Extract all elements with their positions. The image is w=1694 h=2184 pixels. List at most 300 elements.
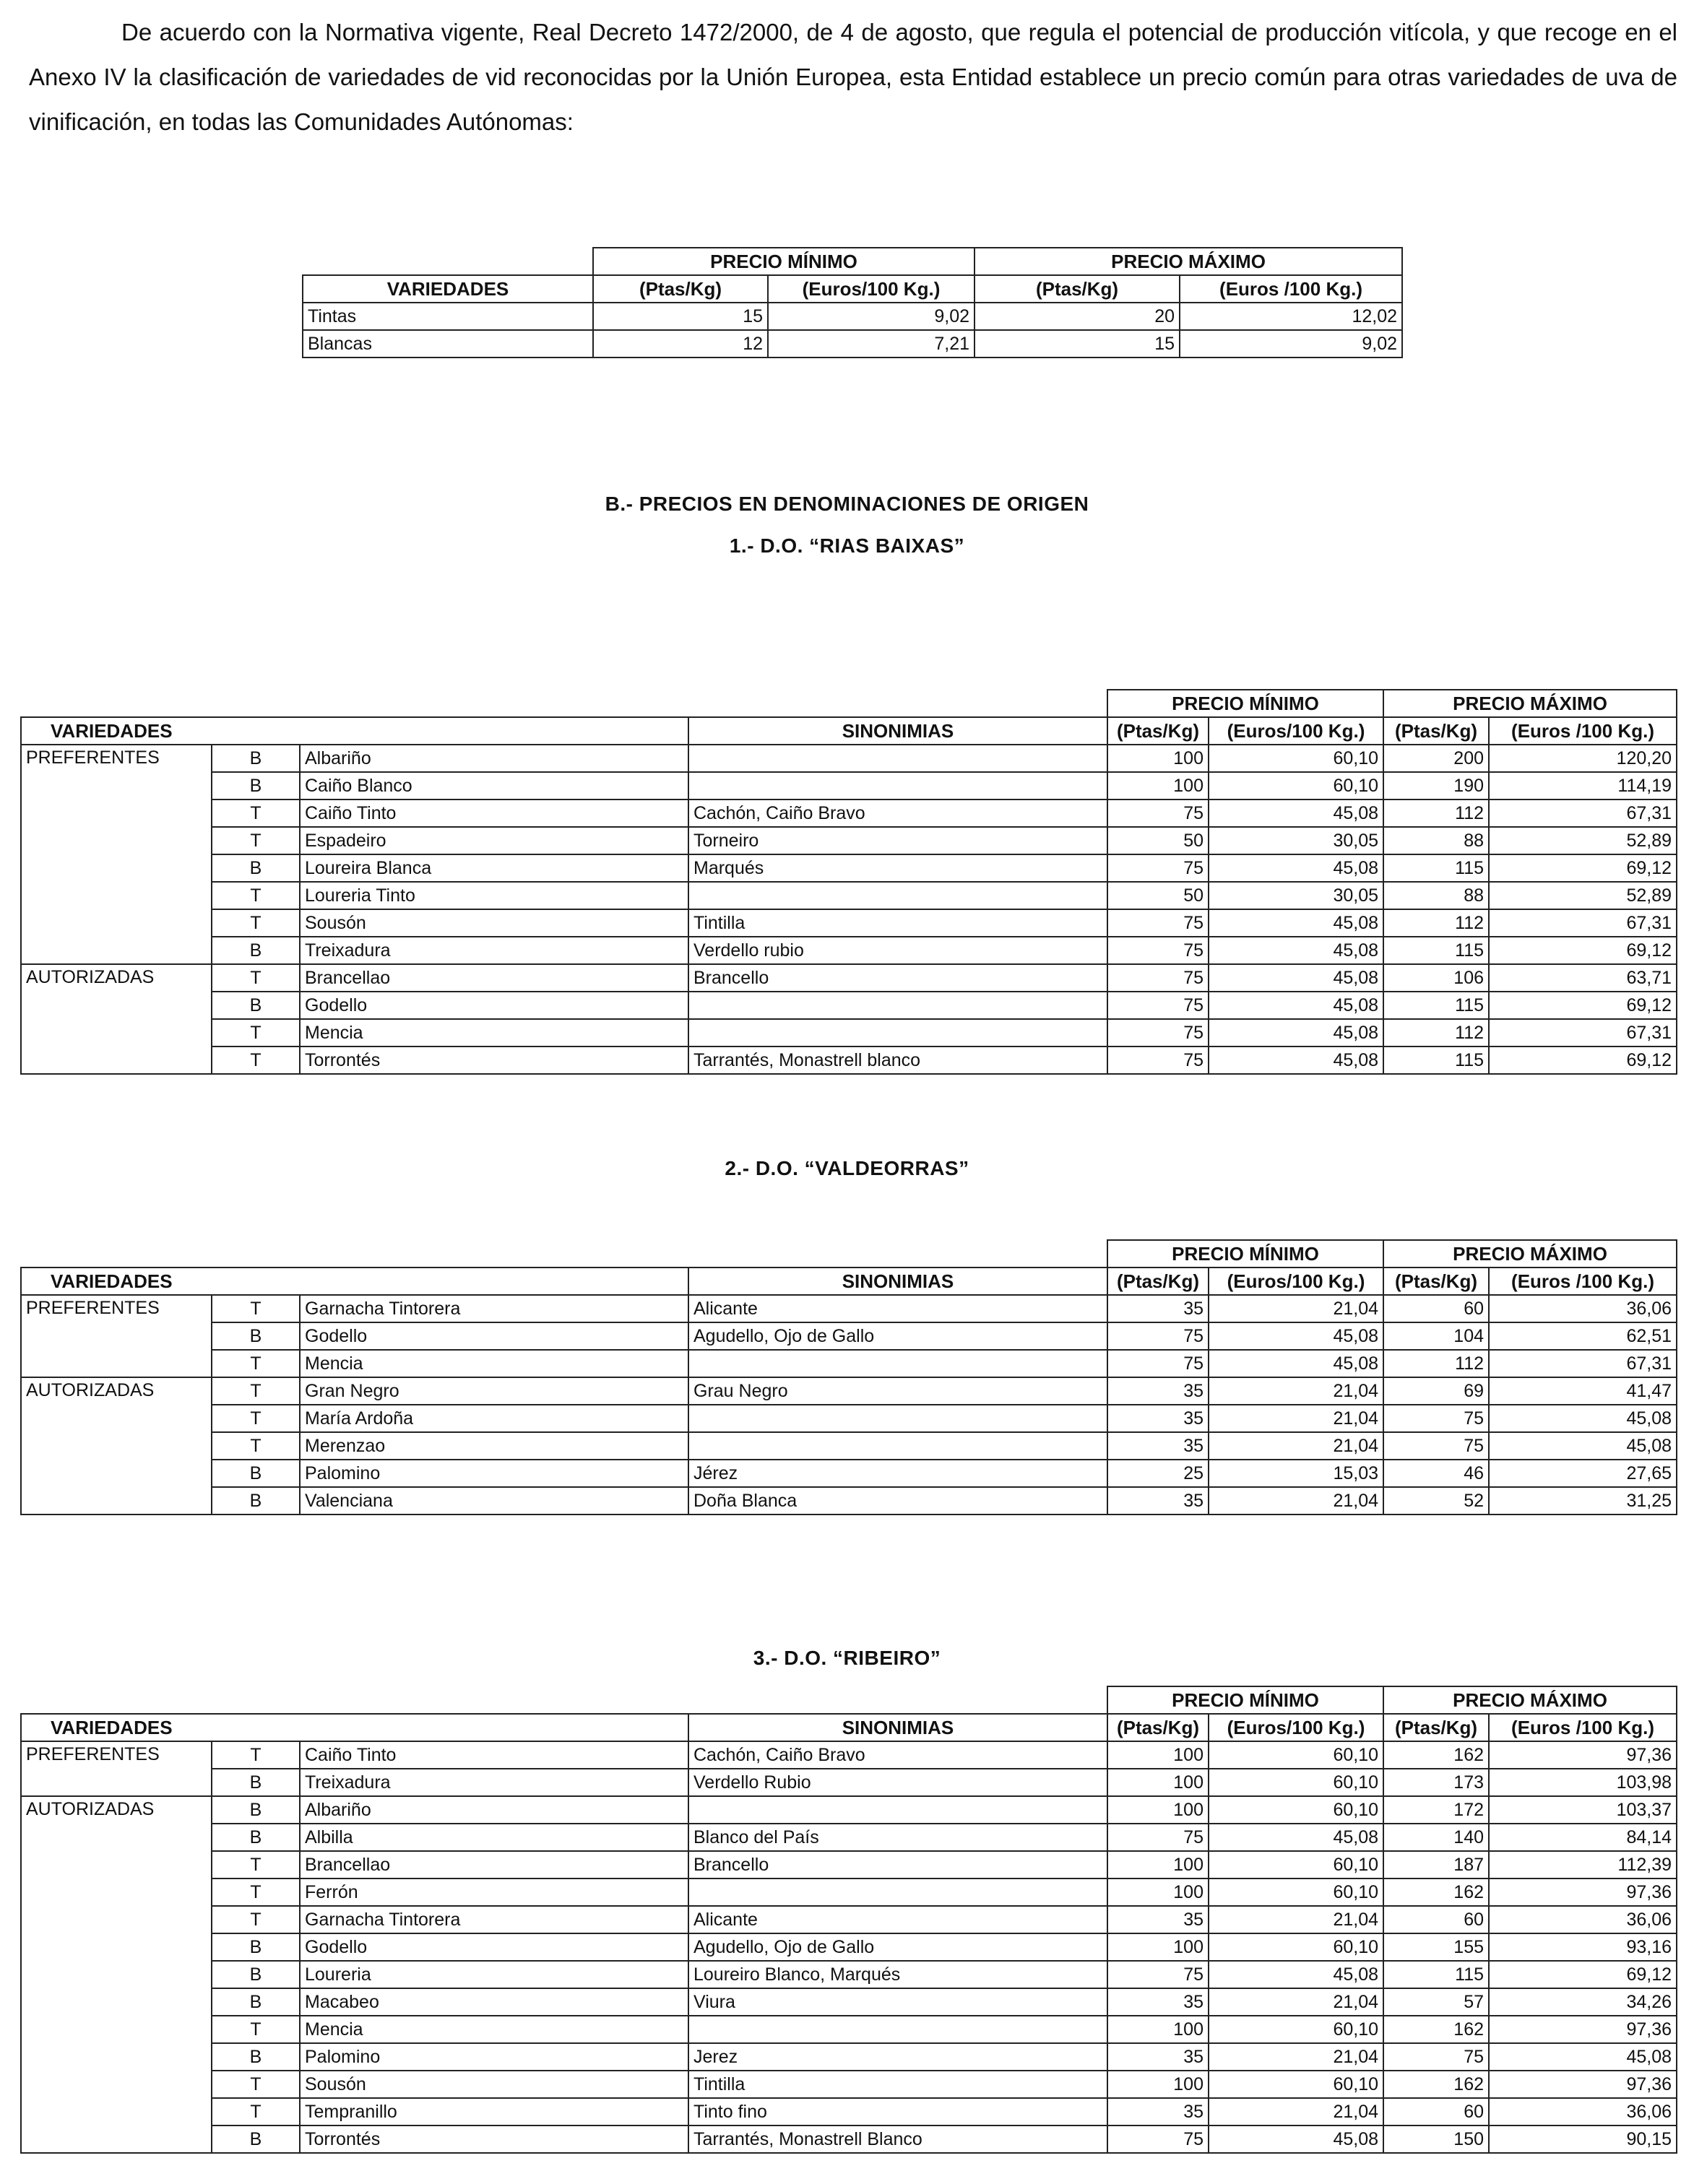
type-cell: T xyxy=(212,1878,300,1906)
min-euros-cell: 21,04 xyxy=(1209,1405,1383,1432)
min-euros-cell: 60,10 xyxy=(1209,1769,1383,1796)
category-cell xyxy=(21,1824,212,1851)
max-ptas-cell: 20 xyxy=(975,303,1180,330)
min-ptas-cell: 75 xyxy=(1107,992,1209,1019)
table-row xyxy=(21,1487,1677,1514)
min-euros-cell: 60,10 xyxy=(1209,1851,1383,1878)
min-ptas-cell: 35 xyxy=(1107,1295,1209,1322)
ptas-kg-header: (Ptas/Kg) xyxy=(1383,717,1489,745)
synonyms-cell: Tarrantés, Monastrell blanco xyxy=(688,1046,1107,1074)
max-ptas-cell: 112 xyxy=(1383,909,1489,937)
min-ptas-cell: 35 xyxy=(1107,1906,1209,1933)
synonyms-cell: Viura xyxy=(688,1988,1107,2016)
max-ptas-cell: 52 xyxy=(1383,1487,1489,1514)
max-euros-cell: 41,47 xyxy=(1489,1377,1677,1405)
synonyms-cell xyxy=(688,1350,1107,1377)
max-euros-cell: 45,08 xyxy=(1489,2043,1677,2071)
synonyms-cell: Tarrantés, Monastrell Blanco xyxy=(688,2126,1107,2153)
table-header-row xyxy=(21,1686,1677,1714)
ptas-kg-header: (Ptas/Kg) xyxy=(975,275,1180,303)
min-euros-cell: 45,08 xyxy=(1209,1046,1383,1074)
table-row xyxy=(21,964,1677,992)
min-ptas-cell: 50 xyxy=(1107,882,1209,909)
empty-header-cell xyxy=(21,1686,1107,1714)
category-cell: PREFERENTES xyxy=(21,745,212,772)
table-row xyxy=(21,1988,1677,2016)
min-ptas-cell: 75 xyxy=(1107,1961,1209,1988)
category-cell xyxy=(21,1405,212,1432)
type-cell: T xyxy=(212,1906,300,1933)
max-euros-cell: 84,14 xyxy=(1489,1824,1677,1851)
precio-maximo-header: PRECIO MÁXIMO xyxy=(1383,1686,1677,1714)
max-ptas-cell: 150 xyxy=(1383,2126,1489,2153)
min-euros-cell: 60,10 xyxy=(1209,2071,1383,2098)
variety-cell: Mencia xyxy=(300,2016,688,2043)
max-ptas-cell: 75 xyxy=(1383,2043,1489,2071)
euros-max-header: (Euros /100 Kg.) xyxy=(1180,275,1402,303)
category-cell xyxy=(21,772,212,800)
category-cell xyxy=(21,2098,212,2126)
category-cell xyxy=(21,1046,212,1074)
max-ptas-cell: 60 xyxy=(1383,1295,1489,1322)
min-euros-cell: 45,08 xyxy=(1209,937,1383,964)
max-ptas-cell: 190 xyxy=(1383,772,1489,800)
variety-cell: Albilla xyxy=(300,1824,688,1851)
max-ptas-cell: 104 xyxy=(1383,1322,1489,1350)
max-ptas-cell: 115 xyxy=(1383,854,1489,882)
min-ptas-cell: 100 xyxy=(1107,745,1209,772)
max-ptas-cell: 75 xyxy=(1383,1432,1489,1460)
precio-minimo-header: PRECIO MÍNIMO xyxy=(1107,1686,1383,1714)
variedades-header: VARIEDADES xyxy=(303,275,593,303)
table-row xyxy=(21,1851,1677,1878)
synonyms-cell xyxy=(688,1019,1107,1046)
type-cell: T xyxy=(212,1741,300,1769)
variety-cell: Ferrón xyxy=(300,1878,688,1906)
max-ptas-cell: 155 xyxy=(1383,1933,1489,1961)
min-euros-cell: 21,04 xyxy=(1209,1377,1383,1405)
min-ptas-cell: 75 xyxy=(1107,1350,1209,1377)
min-euros-cell: 60,10 xyxy=(1209,772,1383,800)
min-euros-cell: 60,10 xyxy=(1209,1878,1383,1906)
min-euros-cell: 45,08 xyxy=(1209,854,1383,882)
ptas-kg-header: (Ptas/Kg) xyxy=(1107,717,1209,745)
variety-cell: Godello xyxy=(300,992,688,1019)
do-table-ribeiro xyxy=(20,1686,1677,2154)
max-euros-cell: 9,02 xyxy=(1180,330,1402,358)
type-cell: T xyxy=(212,2071,300,2098)
variety-cell: Macabeo xyxy=(300,1988,688,2016)
precio-maximo-header: PRECIO MÁXIMO xyxy=(1383,690,1677,717)
min-ptas-cell: 100 xyxy=(1107,2071,1209,2098)
table-header-row xyxy=(21,690,1677,717)
synonyms-cell: Grau Negro xyxy=(688,1377,1107,1405)
variety-cell: Torrontés xyxy=(300,2126,688,2153)
min-ptas-cell: 12 xyxy=(593,330,768,358)
variety-cell: Garnacha Tintorera xyxy=(300,1295,688,1322)
max-ptas-cell: 140 xyxy=(1383,1824,1489,1851)
synonyms-cell: Alicante xyxy=(688,1906,1107,1933)
variety-cell: Sousón xyxy=(300,2071,688,2098)
table-row xyxy=(21,2071,1677,2098)
min-ptas-cell: 75 xyxy=(1107,800,1209,827)
synonyms-cell: Cachón, Caiño Bravo xyxy=(688,800,1107,827)
category-cell xyxy=(21,1432,212,1460)
min-ptas-cell: 75 xyxy=(1107,1322,1209,1350)
min-ptas-cell: 75 xyxy=(1107,854,1209,882)
max-ptas-cell: 88 xyxy=(1383,882,1489,909)
type-cell: T xyxy=(212,1432,300,1460)
synonyms-cell: Jerez xyxy=(688,2043,1107,2071)
min-ptas-cell: 100 xyxy=(1107,1851,1209,1878)
min-euros-cell: 45,08 xyxy=(1209,800,1383,827)
synonyms-cell: Blanco del País xyxy=(688,1824,1107,1851)
type-cell: B xyxy=(212,1487,300,1514)
min-ptas-cell: 35 xyxy=(1107,1487,1209,1514)
max-ptas-cell: 60 xyxy=(1383,1906,1489,1933)
type-cell: B xyxy=(212,1796,300,1824)
max-euros-cell: 34,26 xyxy=(1489,1988,1677,2016)
type-cell: B xyxy=(212,937,300,964)
min-ptas-cell: 100 xyxy=(1107,1878,1209,1906)
min-euros-cell: 45,08 xyxy=(1209,1961,1383,1988)
type-cell: T xyxy=(212,1377,300,1405)
max-ptas-cell: 115 xyxy=(1383,992,1489,1019)
table-header-row xyxy=(21,717,1677,745)
variety-cell: Blancas xyxy=(303,330,593,358)
variety-cell: Torrontés xyxy=(300,1046,688,1074)
synonyms-cell: Verdello rubio xyxy=(688,937,1107,964)
table-row xyxy=(21,745,1677,772)
type-cell: B xyxy=(212,2043,300,2071)
type-cell: B xyxy=(212,854,300,882)
variety-cell: Brancellao xyxy=(300,964,688,992)
max-euros-cell: 36,06 xyxy=(1489,1295,1677,1322)
max-euros-cell: 97,36 xyxy=(1489,2071,1677,2098)
min-euros-cell: 45,08 xyxy=(1209,992,1383,1019)
max-euros-cell: 69,12 xyxy=(1489,1046,1677,1074)
min-euros-cell: 21,04 xyxy=(1209,2043,1383,2071)
min-euros-cell: 45,08 xyxy=(1209,1019,1383,1046)
table-row xyxy=(21,992,1677,1019)
table-row xyxy=(21,1933,1677,1961)
min-ptas-cell: 35 xyxy=(1107,1432,1209,1460)
max-euros-cell: 69,12 xyxy=(1489,937,1677,964)
euros-min-header: (Euros/100 Kg.) xyxy=(768,275,975,303)
max-euros-cell: 45,08 xyxy=(1489,1405,1677,1432)
variety-cell: Treixadura xyxy=(300,1769,688,1796)
min-euros-cell: 60,10 xyxy=(1209,1796,1383,1824)
max-ptas-cell: 173 xyxy=(1383,1769,1489,1796)
synonyms-cell: Doña Blanca xyxy=(688,1487,1107,1514)
variety-cell: Albariño xyxy=(300,745,688,772)
max-ptas-cell: 115 xyxy=(1383,937,1489,964)
synonyms-cell: Agudello, Ojo de Gallo xyxy=(688,1933,1107,1961)
variety-cell: Merenzao xyxy=(300,1432,688,1460)
synonyms-cell: Marqués xyxy=(688,854,1107,882)
table-row xyxy=(21,2126,1677,2153)
min-ptas-cell: 75 xyxy=(1107,1824,1209,1851)
category-cell xyxy=(21,1878,212,1906)
type-cell: T xyxy=(212,1295,300,1322)
min-euros-cell: 60,10 xyxy=(1209,2016,1383,2043)
table-row xyxy=(21,800,1677,827)
min-ptas-cell: 35 xyxy=(1107,1405,1209,1432)
category-cell xyxy=(21,1460,212,1487)
table-row xyxy=(21,1405,1677,1432)
variety-cell: Mencia xyxy=(300,1019,688,1046)
min-ptas-cell: 75 xyxy=(1107,964,1209,992)
min-ptas-cell: 75 xyxy=(1107,909,1209,937)
max-ptas-cell: 115 xyxy=(1383,1961,1489,1988)
type-cell: B xyxy=(212,992,300,1019)
max-euros-cell: 97,36 xyxy=(1489,1741,1677,1769)
max-euros-cell: 63,71 xyxy=(1489,964,1677,992)
euros-min-header: (Euros/100 Kg.) xyxy=(1209,717,1383,745)
section-b-title: B.- PRECIOS EN DENOMINACIONES DE ORIGEN xyxy=(605,493,1089,515)
max-ptas-cell: 60 xyxy=(1383,2098,1489,2126)
category-cell xyxy=(21,2016,212,2043)
category-cell xyxy=(21,1961,212,1988)
ptas-kg-header: (Ptas/Kg) xyxy=(1383,1714,1489,1741)
category-cell xyxy=(21,827,212,854)
synonyms-cell: Alicante xyxy=(688,1295,1107,1322)
table-row xyxy=(21,1741,1677,1769)
min-euros-cell: 21,04 xyxy=(1209,1906,1383,1933)
precio-maximo-header: PRECIO MÁXIMO xyxy=(1383,1240,1677,1268)
min-ptas-cell: 35 xyxy=(1107,2098,1209,2126)
min-ptas-cell: 75 xyxy=(1107,2126,1209,2153)
ptas-kg-header: (Ptas/Kg) xyxy=(1107,1714,1209,1741)
max-euros-cell: 67,31 xyxy=(1489,1350,1677,1377)
category-cell xyxy=(21,992,212,1019)
type-cell: T xyxy=(212,1019,300,1046)
type-cell: B xyxy=(212,1961,300,1988)
min-ptas-cell: 100 xyxy=(1107,1796,1209,1824)
table-row xyxy=(21,1322,1677,1350)
synonyms-cell xyxy=(688,1796,1107,1824)
euros-max-header: (Euros /100 Kg.) xyxy=(1489,1268,1677,1295)
category-cell xyxy=(21,1019,212,1046)
table-row xyxy=(21,1046,1677,1074)
empty-header-cell xyxy=(21,1240,1107,1268)
max-ptas-cell: 115 xyxy=(1383,1046,1489,1074)
synonyms-cell: Verdello Rubio xyxy=(688,1769,1107,1796)
sinonimias-header: SINONIMIAS xyxy=(688,717,1107,745)
category-cell xyxy=(21,2126,212,2153)
min-euros-cell: 45,08 xyxy=(1209,964,1383,992)
min-ptas-cell: 35 xyxy=(1107,1988,1209,2016)
type-cell: T xyxy=(212,882,300,909)
euros-max-header: (Euros /100 Kg.) xyxy=(1489,1714,1677,1741)
max-ptas-cell: 112 xyxy=(1383,1350,1489,1377)
table-header-row xyxy=(21,1714,1677,1741)
max-euros-cell: 45,08 xyxy=(1489,1432,1677,1460)
min-euros-cell: 9,02 xyxy=(768,303,975,330)
ptas-kg-header: (Ptas/Kg) xyxy=(1383,1268,1489,1295)
variety-cell: Loureria xyxy=(300,1961,688,1988)
variety-cell: Palomino xyxy=(300,2043,688,2071)
synonyms-cell: Agudello, Ojo de Gallo xyxy=(688,1322,1107,1350)
do-title-rias-baixas: 1.- D.O. “RIAS BAIXAS” xyxy=(729,534,965,557)
type-cell: B xyxy=(212,2126,300,2153)
min-euros-cell: 21,04 xyxy=(1209,2098,1383,2126)
table-row xyxy=(21,1377,1677,1405)
min-ptas-cell: 35 xyxy=(1107,2043,1209,2071)
min-euros-cell: 21,04 xyxy=(1209,1988,1383,2016)
variedades-header: VARIEDADES xyxy=(21,1268,688,1295)
synonyms-cell: Torneiro xyxy=(688,827,1107,854)
synonyms-cell: Brancello xyxy=(688,964,1107,992)
category-cell xyxy=(21,1322,212,1350)
table-row xyxy=(21,1432,1677,1460)
min-euros-cell: 7,21 xyxy=(768,330,975,358)
min-euros-cell: 45,08 xyxy=(1209,1350,1383,1377)
intro-paragraph: De acuerdo con la Normativa vigente, Real Decreto 1472/2000, de 4 de agosto, que regula el potencial de producción vitícola, y que recoge en el Anexo IV la clasificación de variedades de vid reconocidas por la Unión Europea, esta Entidad establece un precio común para otras variedades de uva de vinificación, en todas las Comunidades Autónomas: xyxy=(29,19,1677,135)
max-euros-cell: 90,15 xyxy=(1489,2126,1677,2153)
sinonimias-header: SINONIMIAS xyxy=(688,1714,1107,1741)
type-cell: T xyxy=(212,909,300,937)
precio-minimo-header: PRECIO MÍNIMO xyxy=(1107,690,1383,717)
min-euros-cell: 21,04 xyxy=(1209,1295,1383,1322)
table-row xyxy=(21,2016,1677,2043)
type-cell: T xyxy=(212,827,300,854)
variety-cell: Brancellao xyxy=(300,1851,688,1878)
max-euros-cell: 12,02 xyxy=(1180,303,1402,330)
max-euros-cell: 69,12 xyxy=(1489,1961,1677,1988)
max-euros-cell: 93,16 xyxy=(1489,1933,1677,1961)
euros-max-header: (Euros /100 Kg.) xyxy=(1489,717,1677,745)
max-ptas-cell: 112 xyxy=(1383,1019,1489,1046)
synonyms-cell xyxy=(688,2016,1107,2043)
variety-cell: Loureria Tinto xyxy=(300,882,688,909)
table-row xyxy=(21,854,1677,882)
min-ptas-cell: 100 xyxy=(1107,1933,1209,1961)
max-euros-cell: 67,31 xyxy=(1489,1019,1677,1046)
type-cell: B xyxy=(212,1322,300,1350)
min-ptas-cell: 75 xyxy=(1107,1046,1209,1074)
category-cell xyxy=(21,1933,212,1961)
min-ptas-cell: 100 xyxy=(1107,2016,1209,2043)
precio-minimo-header: PRECIO MÍNIMO xyxy=(593,248,975,275)
min-euros-cell: 45,08 xyxy=(1209,1824,1383,1851)
min-euros-cell: 45,08 xyxy=(1209,2126,1383,2153)
synonyms-cell: Loureiro Blanco, Marqués xyxy=(688,1961,1107,1988)
max-ptas-cell: 172 xyxy=(1383,1796,1489,1824)
type-cell: T xyxy=(212,2098,300,2126)
max-euros-cell: 69,12 xyxy=(1489,992,1677,1019)
table-row xyxy=(21,882,1677,909)
variety-cell: Valenciana xyxy=(300,1487,688,1514)
category-cell xyxy=(21,1851,212,1878)
max-ptas-cell: 187 xyxy=(1383,1851,1489,1878)
type-cell: B xyxy=(212,1460,300,1487)
min-ptas-cell: 15 xyxy=(593,303,768,330)
table-row xyxy=(21,909,1677,937)
synonyms-cell: Brancello xyxy=(688,1851,1107,1878)
variety-cell: Caiño Blanco xyxy=(300,772,688,800)
type-cell: T xyxy=(212,1046,300,1074)
table-row xyxy=(303,303,1402,330)
empty-header-cell xyxy=(303,248,593,275)
table-row xyxy=(21,2098,1677,2126)
synonyms-cell: Jérez xyxy=(688,1460,1107,1487)
do-table-rias-baixas xyxy=(20,689,1677,1075)
table-row xyxy=(21,1350,1677,1377)
table-row xyxy=(21,1961,1677,1988)
type-cell: T xyxy=(212,964,300,992)
max-euros-cell: 36,06 xyxy=(1489,2098,1677,2126)
category-cell xyxy=(21,1487,212,1514)
table-row xyxy=(21,1295,1677,1322)
max-ptas-cell: 200 xyxy=(1383,745,1489,772)
table-row xyxy=(21,1824,1677,1851)
max-euros-cell: 52,89 xyxy=(1489,882,1677,909)
category-cell: PREFERENTES xyxy=(21,1295,212,1322)
max-ptas-cell: 162 xyxy=(1383,2071,1489,2098)
max-ptas-cell: 57 xyxy=(1383,1988,1489,2016)
table-row xyxy=(21,937,1677,964)
max-euros-cell: 97,36 xyxy=(1489,2016,1677,2043)
category-cell xyxy=(21,882,212,909)
min-euros-cell: 21,04 xyxy=(1209,1487,1383,1514)
min-ptas-cell: 35 xyxy=(1107,1377,1209,1405)
min-ptas-cell: 75 xyxy=(1107,1019,1209,1046)
category-cell xyxy=(21,1350,212,1377)
category-cell xyxy=(21,854,212,882)
table-row xyxy=(21,1796,1677,1824)
precio-maximo-header: PRECIO MÁXIMO xyxy=(975,248,1402,275)
variety-cell: Garnacha Tintorera xyxy=(300,1906,688,1933)
max-euros-cell: 103,37 xyxy=(1489,1796,1677,1824)
variety-cell: Treixadura xyxy=(300,937,688,964)
max-ptas-cell: 162 xyxy=(1383,1878,1489,1906)
max-euros-cell: 62,51 xyxy=(1489,1322,1677,1350)
synonyms-cell xyxy=(688,882,1107,909)
min-euros-cell: 60,10 xyxy=(1209,745,1383,772)
type-cell: B xyxy=(212,1824,300,1851)
category-cell: AUTORIZADAS xyxy=(21,964,212,992)
synonyms-cell xyxy=(688,1405,1107,1432)
type-cell: T xyxy=(212,800,300,827)
type-cell: T xyxy=(212,2016,300,2043)
max-euros-cell: 67,31 xyxy=(1489,800,1677,827)
min-euros-cell: 45,08 xyxy=(1209,909,1383,937)
max-euros-cell: 52,89 xyxy=(1489,827,1677,854)
variety-cell: Godello xyxy=(300,1933,688,1961)
max-euros-cell: 103,98 xyxy=(1489,1769,1677,1796)
category-cell: AUTORIZADAS xyxy=(21,1796,212,1824)
min-euros-cell: 30,05 xyxy=(1209,827,1383,854)
ptas-kg-header: (Ptas/Kg) xyxy=(1107,1268,1209,1295)
table-row xyxy=(21,1460,1677,1487)
min-euros-cell: 60,10 xyxy=(1209,1741,1383,1769)
table-header-row xyxy=(21,1268,1677,1295)
max-euros-cell: 97,36 xyxy=(1489,1878,1677,1906)
max-euros-cell: 120,20 xyxy=(1489,745,1677,772)
variety-cell: Sousón xyxy=(300,909,688,937)
category-cell: PREFERENTES xyxy=(21,1741,212,1769)
min-ptas-cell: 100 xyxy=(1107,772,1209,800)
type-cell: B xyxy=(212,1933,300,1961)
min-ptas-cell: 75 xyxy=(1107,937,1209,964)
max-ptas-cell: 162 xyxy=(1383,2016,1489,2043)
max-ptas-cell: 162 xyxy=(1383,1741,1489,1769)
min-ptas-cell: 25 xyxy=(1107,1460,1209,1487)
do-title-valdeorras: 2.- D.O. “VALDEORRAS” xyxy=(725,1157,969,1179)
variety-cell: Caiño Tinto xyxy=(300,1741,688,1769)
synonyms-cell xyxy=(688,745,1107,772)
